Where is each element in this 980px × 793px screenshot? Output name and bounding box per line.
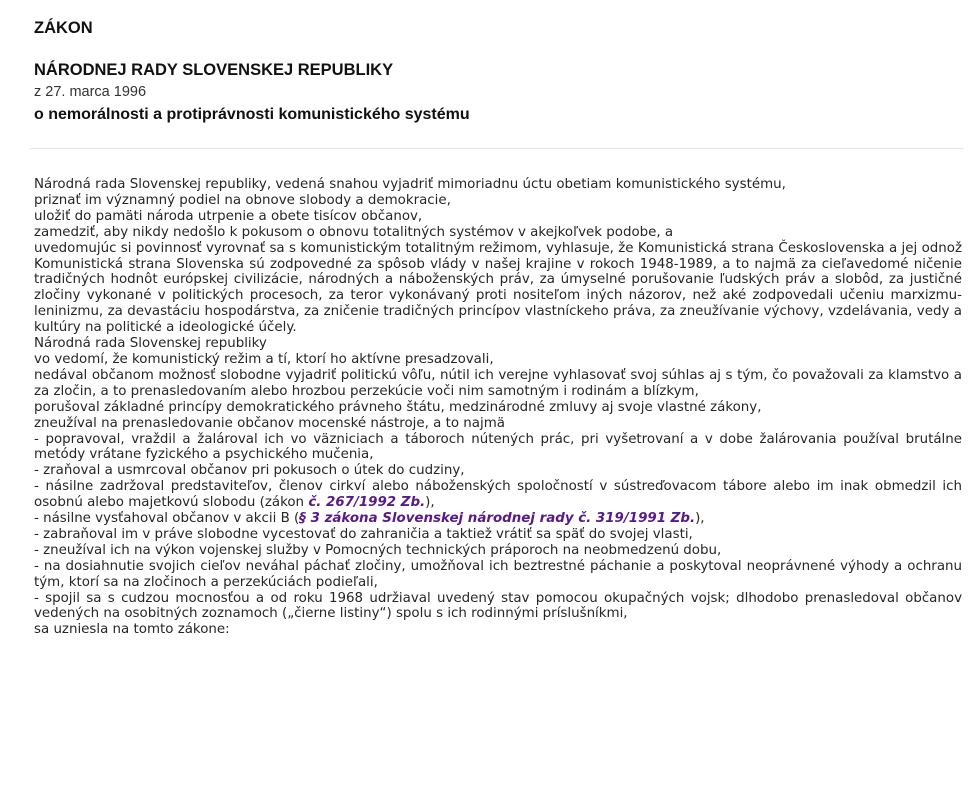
- preamble-paragraph: uvedomujúc si povinnosť vyrovnať sa s komunistickým totalitným režimom, vyhlasuje, že Komunistická strana Československa a jej odnož Komunistická strana Slovenska sú zodpovedné za spôsob vlády v našej krajine v rokoch 1948-1989, a to najmä za cieľavedomé ničenie tradičných hodnôt európskej civilizácie, národných a náboženských práv, za úmyselné porušovanie ľudských práv a slobôd, za justičné zločiny vykonané v politických procesoch, za teror vykonávaný proti nositeľom iných názorov, než aké zodpovedali učeniu marxizmu-leninizmu, za devastáciu hospodárstva, za zničenie tradičných princípov vlastníckeho práva, za zneužívanie výchovy, vzdelávania, vedy a kultúry na politické a ideologické účely.: [34, 240, 962, 336]
- preamble-paragraph: porušoval základné princípy demokratického právneho štátu, medzinárodné zmluvy aj svoje vlastné zákony,: [34, 399, 762, 415]
- preamble-paragraph: zneužíval na prenasledovanie občanov mocenské nástroje, a to najmä: [34, 415, 505, 431]
- list-item: - zabraňoval im v práve slobodne vycestovať do zahraničia a taktiež vrátiť sa späť do svojej vlasti,: [34, 526, 693, 542]
- list-item: - zneužíval ich na výkon vojenskej služby v Pomocných technických práporoch na neobmedzenú dobu,: [34, 542, 722, 558]
- list-item-text: - násilne zadržoval predstaviteľov, členov cirkví alebo náboženských spoločností v sústreďovacom tábore alebo im inak obmedzil ich osobnú alebo majetkovú slobodu (zákon: [34, 479, 962, 511]
- preamble-paragraph: Národná rada Slovenskej republiky, vedená snahou vyjadriť mimoriadnu úctu obetiam komunistického systému,: [34, 177, 786, 192]
- law-preamble: [34, 177, 962, 638]
- law-date: z 27. marca 1996: [34, 84, 147, 100]
- list-item-text: - násilne vysťahoval občanov v akcii B (: [34, 511, 300, 527]
- list-item: [34, 511, 962, 527]
- law-reference-link-319-1991[interactable]: § 3 zákona Slovenskej národnej rady č. 319/1991 Zb.: [299, 511, 696, 527]
- header-divider: [30, 148, 964, 149]
- preamble-paragraph: zamedziť, aby nikdy nedošlo k pokusom o obnovu totalitných systémov v akejkoľvek podobe, a: [34, 224, 674, 240]
- list-item: - zraňoval a usmrcoval občanov pri pokusoch o útek do cudziny,: [34, 463, 465, 479]
- preamble-paragraph: vo vedomí, že komunistický režim a tí, ktorí ho aktívne presadzovali,: [34, 351, 494, 367]
- list-item-text: ),: [695, 511, 705, 527]
- law-subject: o nemorálnosti a protiprávnosti komunistického systému: [34, 106, 470, 123]
- law-kind-title: ZÁKON: [34, 19, 93, 37]
- preamble-paragraph: uložiť do pamäti národa utrpenie a obete tisícov občanov,: [34, 208, 423, 224]
- document-header: [0, 0, 980, 125]
- council-title: NÁRODNEJ RADY SLOVENSKEJ REPUBLIKY: [34, 61, 394, 79]
- list-item-text: ),: [425, 495, 435, 511]
- preamble-paragraph: priznať im významný podiel na obnove slobody a demokracie,: [34, 192, 451, 208]
- list-item: - popravoval, vraždil a žalároval ich vo väzniciach a táboroch nútených prác, pri vyšetrovaní a v dobe žalárovania používal brutálne metódy vrátane fyzického a psychického mučenia,: [34, 431, 962, 463]
- preamble-paragraph: Národná rada Slovenskej republiky: [34, 336, 267, 352]
- list-item: - na dosiahnutie svojich cieľov neváhal páchať zločiny, umožňoval ich beztrestné páchanie a poskytoval neoprávnené výhody a ochranu tým, ktorí sa na zločinoch a perzekúciách podieľali,: [34, 558, 962, 590]
- law-reference-link-267-1992[interactable]: č. 267/1992 Zb.: [308, 495, 426, 511]
- preamble-paragraph: nedával občanom možnosť slobodne vyjadriť politickú vôľu, nútil ich verejne vyhlasovať svoj súhlas aj s tým, čo považovali za klamstvo a za zločin, a to prenasledovaním alebo hrozbou perzekúcie voči nim samotným i rodinám a blízkym,: [34, 367, 962, 399]
- preamble-paragraph: sa uzniesla na tomto zákone:: [34, 622, 230, 638]
- list-item: - spojil sa s cudzou mocnosťou a od roku 1968 udržiaval uvedený stav pomocou okupačných vojsk; dlhodobo prenasledoval občanov vedených na osobitných zoznamoch („čierne listiny“) spolu s ich rodinnými príslušníkmi,: [34, 590, 962, 622]
- list-item: [34, 479, 962, 511]
